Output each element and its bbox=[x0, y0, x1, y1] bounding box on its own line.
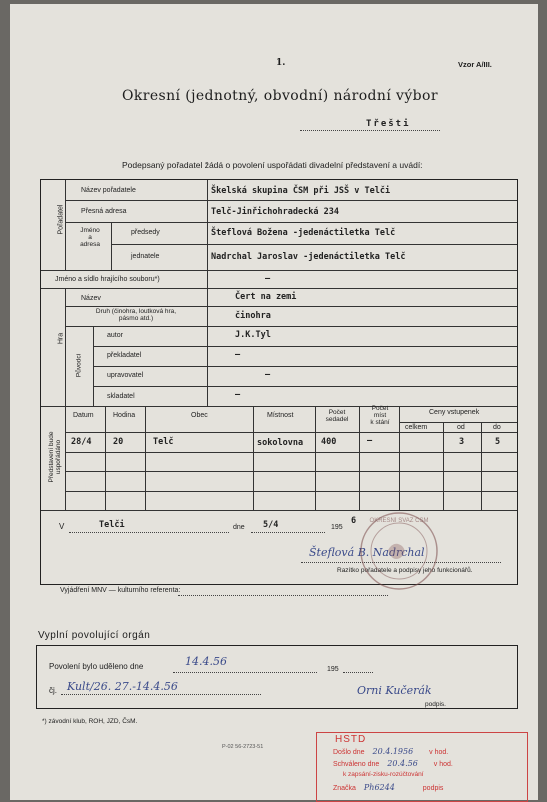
round-stamp-text: OKRESNÍ SVAZ ČSM bbox=[369, 518, 429, 524]
row-to: 5 bbox=[495, 437, 501, 447]
section-predstaveni: Představení bude uspořádáno bbox=[48, 431, 62, 483]
play-title-value: Čert na zemi bbox=[235, 292, 297, 302]
play-title-label: Název bbox=[81, 295, 101, 302]
col-venue: Místnost bbox=[267, 412, 294, 419]
hstd-row-mark: Značka Ph6244 podpis bbox=[333, 783, 444, 792]
organizer-signatures: Šteflová B. Nadrchal bbox=[309, 546, 425, 559]
year-suffix: 6 bbox=[351, 516, 357, 526]
hstd-title: HSTD bbox=[335, 734, 367, 745]
section-puvodci: Původci bbox=[75, 353, 83, 378]
approval-signature: Orni Kučerák bbox=[357, 684, 432, 697]
row-standing: — bbox=[367, 436, 373, 446]
page-number: 1. bbox=[276, 58, 286, 68]
authority-place: Třešti bbox=[366, 119, 411, 129]
granted-label: Povolení bylo uděleno dne bbox=[49, 662, 144, 671]
place-prefix: V bbox=[59, 522, 65, 531]
composer-label: skladatel bbox=[107, 393, 135, 400]
signature-caption: Razítko pořadatele a podpisy jeho funkcionářů. bbox=[337, 567, 473, 574]
adapter-value: — bbox=[265, 370, 271, 380]
hstd-row-received: Došlo dne 20.4.1956 v hod. bbox=[333, 747, 449, 756]
col-date: Datum bbox=[73, 412, 94, 419]
kind-value: činohra bbox=[235, 311, 271, 321]
col-from: od bbox=[457, 424, 465, 431]
col-standing: Počet míst k stání bbox=[370, 405, 390, 426]
approval-title: Vyplní povolující orgán bbox=[38, 630, 151, 641]
row-venue: sokolovna bbox=[257, 438, 304, 448]
organizer-name-value: Škelská skupina ČSM při JSŠ v Telči bbox=[211, 186, 391, 196]
ensemble-value: — bbox=[265, 274, 271, 284]
agent-value: Nadrchal Jaroslav -jedenáctiletka Telč bbox=[211, 252, 406, 262]
authority-title: Okresní (jednotný, obvodní) národní výbor bbox=[122, 88, 438, 104]
organization-round-stamp bbox=[358, 510, 440, 592]
col-prices: Ceny vstupenek bbox=[429, 409, 480, 416]
form-sheet bbox=[10, 4, 538, 800]
col-town: Obec bbox=[191, 412, 208, 419]
section-poradatel: Pořadatel bbox=[57, 204, 65, 235]
row-hour: 20 bbox=[113, 437, 124, 447]
name-address-label: Jméno a adresa bbox=[80, 227, 100, 248]
signature-label: podpis. bbox=[425, 701, 446, 708]
main-form-table bbox=[40, 179, 518, 585]
address-label: Přesná adresa bbox=[81, 208, 127, 215]
composer-value: — bbox=[235, 390, 241, 400]
kind-label: Druh (činohra, loutková hra, pásmo atd.) bbox=[95, 308, 177, 322]
organizer-name-label: Název pořadatele bbox=[81, 187, 136, 194]
adapter-label: upravovatel bbox=[107, 372, 144, 379]
chair-value: Šteflová Božena -jedenáctiletka Telč bbox=[211, 228, 396, 238]
day-label: dne bbox=[233, 524, 245, 531]
hstd-row-accounting: k zapsání-zisku-rozúčtování bbox=[343, 771, 424, 778]
section-hra: Hra bbox=[57, 332, 65, 345]
granted-value: 14.4.56 bbox=[185, 655, 227, 668]
ref-label: čj. bbox=[49, 686, 57, 695]
row-date: 28/4 bbox=[71, 437, 92, 447]
chair-label: předsedy bbox=[131, 229, 160, 236]
intro-text: Podepsaný pořadatel žádá o povolení uspořádati divadelní představení a uvádí: bbox=[122, 160, 423, 170]
agent-label: jednatele bbox=[131, 253, 160, 260]
hstd-stamp bbox=[316, 732, 528, 802]
ref-value: Kult/26. 27.-14.4.56 bbox=[67, 680, 178, 693]
place-value: Telči bbox=[99, 520, 125, 530]
print-code: P-02 56-2723-51 bbox=[222, 744, 264, 750]
row-seats: 400 bbox=[321, 437, 337, 447]
address-value: Telč-Jinřichohradecká 234 bbox=[211, 207, 339, 217]
translator-value: — bbox=[235, 350, 241, 360]
footnote: *) závodní klub, ROH, JZD, ČsM. bbox=[42, 718, 138, 725]
translator-label: překladatel bbox=[107, 352, 142, 359]
col-seats: Počet sedadel bbox=[325, 409, 349, 423]
row-town: Telč bbox=[153, 437, 174, 447]
date-value: 5/4 bbox=[263, 520, 279, 530]
ensemble-label: Jméno a sídlo hrajícího souboru*) bbox=[55, 276, 160, 283]
row-from: 3 bbox=[459, 437, 465, 447]
approval-year-prefix: 195 bbox=[327, 666, 339, 673]
author-value: J.K.Tyl bbox=[235, 330, 271, 340]
mnv-opinion-label: Vyjádření MNV — kulturního referenta: bbox=[60, 587, 181, 594]
col-hour: Hodina bbox=[113, 412, 136, 419]
author-label: autor bbox=[107, 332, 123, 339]
form-id: Vzor A/III. bbox=[458, 60, 492, 69]
approval-box bbox=[36, 645, 518, 709]
hstd-row-approved: Schváleno dne 20.4.56 v hod. bbox=[333, 759, 453, 768]
year-prefix: 195 bbox=[331, 524, 343, 531]
col-to: do bbox=[493, 424, 501, 431]
col-total: celkem bbox=[405, 424, 428, 431]
